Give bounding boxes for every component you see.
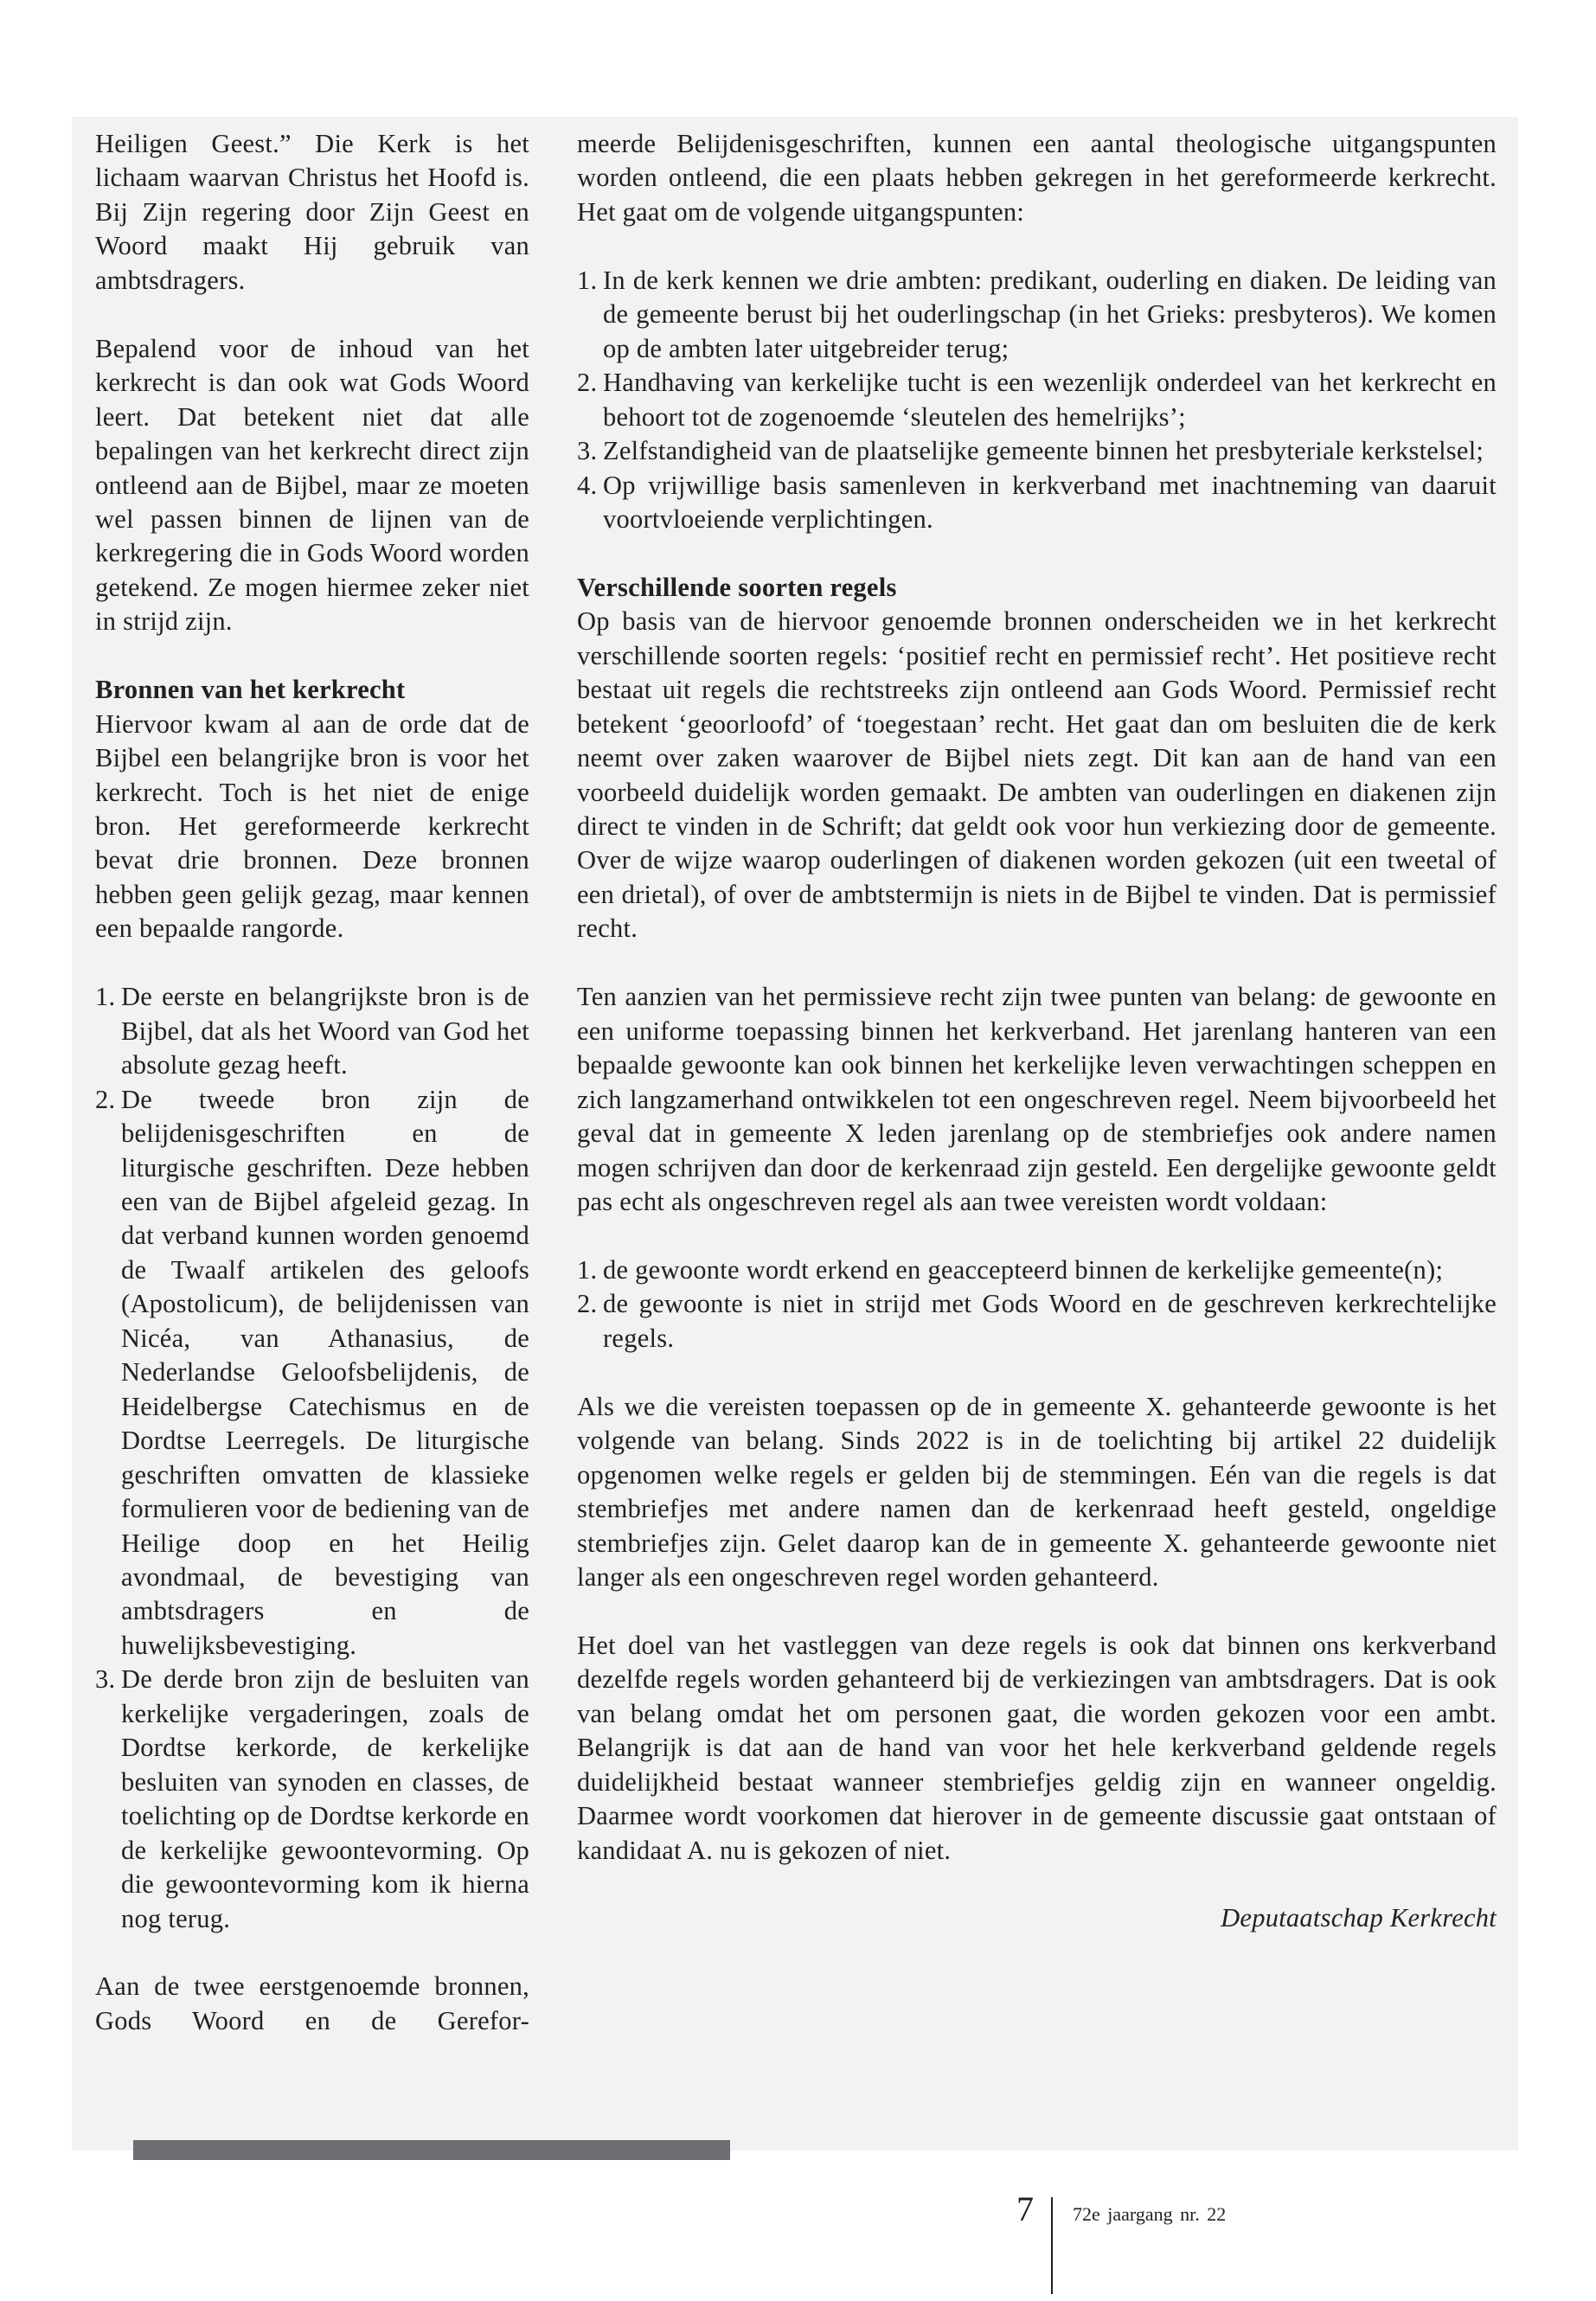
section-heading: Verschillende soorten regels [577, 572, 897, 602]
footer-divider [1051, 2197, 1053, 2294]
list-item [577, 366, 1497, 434]
list-number: 2. [577, 1289, 598, 1319]
paragraph: meerde Belijdenisgeschriften, kunnen een aantal theologische uitgangspunten worden ontleend, die een plaats hebben gekregen in het gereformeerde kerkrecht. Het gaat om de volgende uitgangspunten: [577, 129, 1497, 227]
list-number: 3. [95, 1664, 116, 1695]
list-number: 2. [577, 368, 598, 398]
principles-list [577, 264, 1497, 537]
list-item [577, 469, 1497, 537]
list-text: In de kerk kennen we drie ambten: predikant, ouderling en diaken. De leiding van de gemeente berust bij het ouderlingschap (in het Grieks: presbyteros). We komen op de ambten later uitgebreider terug; [603, 265, 1497, 363]
list-number: 2. [95, 1084, 116, 1114]
paragraph: Ten aanzien van het permissieve recht zijn twee punten van belang: de gewoonte en een uniforme toepassing binnen het kerkverband. Het jarenlang hanteren van een bepaalde gewoonte kan ook binnen het kerkelijke leven verwachtingen scheppen en zich langzamerhand ontwikkelen tot een ongeschreven regel. Neem bijvoorbeeld het geval dat in gemeente X leden jarenlang op de stembriefjes ook andere namen mogen schrijven dan door de kerkenraad zijn gesteld. Een dergelijke gewoonte geldt pas echt als ongeschreven regel als aan twee vereisten wordt voldaan: [577, 982, 1497, 1216]
list-text: De derde bron zijn de besluiten van kerkelijke vergaderingen, zoals de Dordtse kerkorde, de kerkelijke besluiten van synoden en classes, de toelichting op de Dordtse kerkorde en de kerkelijke gewoontevorming. Op die gewoontevorming kom ik hierna nog terug. [121, 1664, 529, 1933]
list-number: 1. [577, 1254, 598, 1285]
list-text: de gewoonte wordt erkend en geaccepteerd binnen de kerkelijke gemeente(n); [603, 1254, 1444, 1285]
list-item [95, 1083, 529, 1663]
list-text: de gewoonte is niet in strijd met Gods Woord en de geschreven kerkrechtelijke regels. [603, 1289, 1497, 1353]
list-text: Op vrijwillige basis samenleven in kerkverband met inachtneming van daaruit voortvloeiende verplichtingen. [603, 470, 1497, 534]
list-text: De tweede bron zijn de belijdenisgeschriften en de liturgische geschriften. Deze hebben een van de Bijbel afgeleid gezag. In dat verband kunnen worden genoemd de Twaalf artikelen des geloofs (Apostolicum), de belijdenissen van Nicéa, van Athanasius, de Nederlandse Geloofsbelijdenis, de Heidelbergse Catechismus en de Dordtse Leerregels. De liturgische geschriften omvatten de klassieke formulieren voor de bediening van de Heilige doop en het Heilig avondmaal, de bevestiging van ambtsdragers en de huwelijksbevestiging. [121, 1084, 529, 1660]
list-number: 1. [95, 982, 116, 1012]
left-column [95, 127, 529, 2038]
list-number: 4. [577, 470, 598, 500]
list-item [577, 264, 1497, 366]
list-text: Zelfstandigheid van de plaatselijke gemeente binnen het presbyteriale kerkstelsel; [603, 436, 1484, 466]
list-item [577, 1253, 1497, 1287]
page-number: 7 [1016, 2189, 1034, 2228]
paragraph: Als we die vereisten toepassen op de in gemeente X. gehanteerde gewoonte is het volgende van belang. Sinds 2022 is in de toelichting bij artikel 22 duidelijk opgenomen welke regels er gelden bij de stemmingen. Eén van die regels is dat stembriefjes met andere namen dan de kerkenraad heeft gesteld, ongeldige stembriefjes zijn. Gelet daarop kan de in gemeente X. gehanteerde gewoonte niet langer als een ongeschreven regel worden gehanteerd. [577, 1391, 1497, 1592]
issue-label: 72e jaargang nr. 22 [1073, 2203, 1227, 2225]
decorative-bar [133, 2140, 730, 2160]
list-item [577, 434, 1497, 468]
list-item [95, 1663, 529, 1936]
paragraph: Op basis van de hiervoor genoemde bronnen onderscheiden we in het kerkrecht verschillende soorten regels: ‘positief recht en permissief recht’. Het positieve recht bestaat uit regels die rechtstreeks zijn ontleend aan Gods Woord. Permissief recht betekent ‘geoorloofd’ of ‘toegestaan’ recht. Het gaat dan om besluiten die de kerk neemt over zaken waarover de Bijbel niets zegt. Dit kan aan de hand van een voorbeeld duidelijk worden gemaakt. De ambten van ouderlingen en diakenen zijn direct te vinden in de Schrift; dat geldt ook voor hun verkiezing door de gemeente. Over de wijze waarop ouderlingen of diakenen worden gekozen (uit een tweetal of een drietal), of over de ambtstermijn is niets in de Bijbel te vinden. Dat is permissief recht. [577, 606, 1497, 944]
list-number: 1. [577, 265, 598, 295]
paragraph: Bepalend voor de inhoud van het kerkrecht is dan ook wat Gods Woord leert. Dat betekent niet dat alle bepalingen van het kerkrecht direct zijn ontleend aan de Bijbel, maar ze moeten wel passen binnen de lijnen van de kerkregering die in Gods Woord worden getekend. Ze mogen hiermee zeker niet in strijd zijn. [95, 333, 529, 637]
author-signature: Deputaatschap Kerkrecht [1221, 1903, 1497, 1933]
sources-list [95, 980, 529, 1936]
section-heading: Bronnen van het kerkrecht [95, 675, 406, 705]
requirements-list [577, 1253, 1497, 1356]
list-item [95, 980, 529, 1082]
paragraph: Heiligen Geest.” Die Kerk is het lichaam waarvan Christus het Hoofd is. Bij Zijn regering door Zijn Geest en Woord maakt Hij gebruik van ambtsdragers. [95, 129, 529, 295]
paragraph: Hiervoor kwam al aan de orde dat de Bijbel een belangrijke bron is voor het kerkrecht. Toch is het niet de enige bron. Het gereformeerde kerkrecht bevat drie bronnen. Deze bronnen hebben geen gelijk gezag, maar kennen een bepaalde rangorde. [95, 708, 529, 944]
list-item [577, 1287, 1497, 1356]
right-column [577, 127, 1497, 1962]
paragraph: Het doel van het vastleggen van deze regels is ook dat binnen ons kerkverband dezelfde regels worden gehanteerd bij de verkiezingen van ambtsdragers. Dat is ook van belang omdat het om personen gaat, die worden gekozen voor een ambt. Belangrijk is dat aan de hand van voor het hele kerkverband geldende regels duidelijkheid bestaat wanneer stembriefjes geldig zijn en wanneer ongeldig. Daarmee wordt voorkomen dat hierover in de gemeente discussie gaat ontstaan of kandidaat A. nu is gekozen of niet. [577, 1630, 1497, 1865]
paragraph: Aan de twee eerstgenoemde bronnen, Gods Woord en de Gerefor- [95, 1971, 529, 2035]
list-number: 3. [577, 436, 598, 466]
list-text: Handhaving van kerkelijke tucht is een wezenlijk onderdeel van het kerkrecht en behoort tot de zogenoemde ‘sleutelen des hemelrijks’; [603, 368, 1497, 432]
list-text: De eerste en belangrijkste bron is de Bijbel, dat als het Woord van God het absolute gezag heeft. [121, 982, 529, 1080]
